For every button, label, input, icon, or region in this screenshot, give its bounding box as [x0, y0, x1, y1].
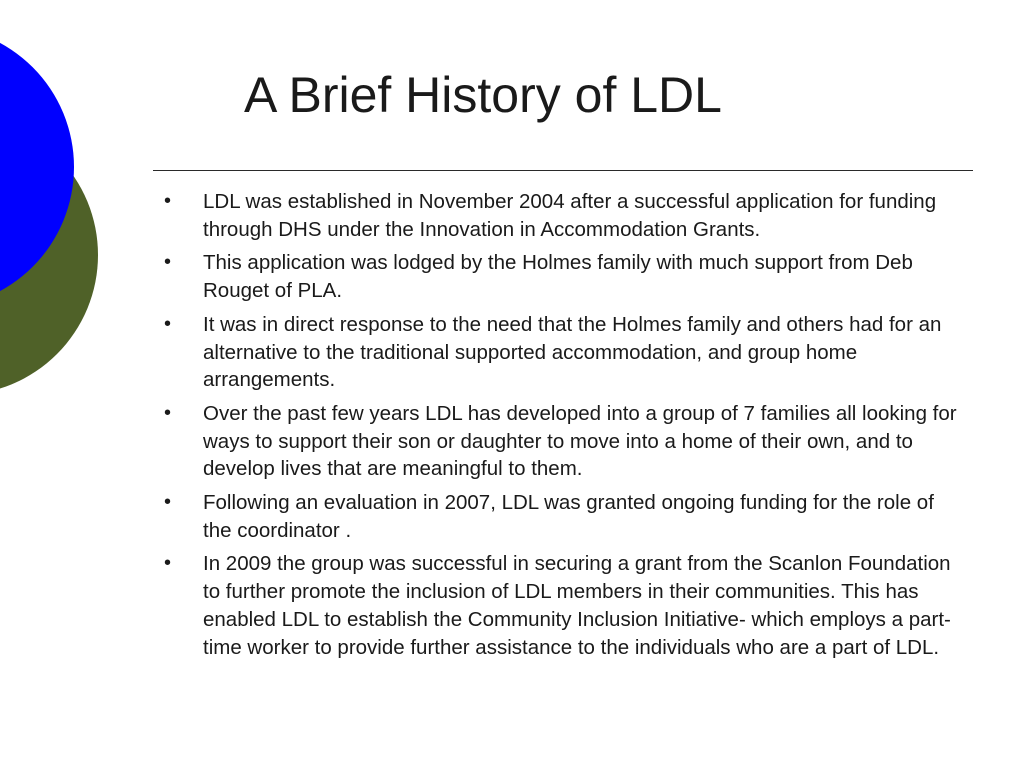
bullet-item — [160, 400, 964, 483]
bullet-icon: • — [164, 401, 172, 424]
bullet-text: In 2009 the group was successful in securing a grant from the Scanlon Foundation to further promote the inclusion of LDL members in their communities. This has enabled LDL to establish the Community Inclusion Initiative- which employs a part-time worker to provide further assistance to the individuals who are a part of LDL. — [203, 552, 951, 659]
bullet-icon: • — [164, 491, 172, 514]
bullet-icon: • — [164, 190, 172, 212]
bullet-text: This application was lodged by the Holmes family with much support from Deb Rouget of PLA. — [203, 251, 913, 303]
bullet-item — [160, 311, 964, 394]
bullet-text: It was in direct response to the need that the Holmes family and others had for an alternative to the traditional supported accommodation, and group home arrangements. — [203, 312, 942, 392]
bullet-text: Following an evaluation in 2007, LDL was granted ongoing funding for the role of the coordinator . — [203, 491, 934, 542]
title-divider — [153, 170, 973, 171]
bullet-item — [160, 489, 964, 544]
bullet-icon: • — [164, 251, 172, 274]
bullet-list — [160, 188, 964, 667]
bullet-icon: • — [164, 552, 172, 575]
bullet-item — [160, 249, 964, 304]
bullet-item — [160, 188, 964, 243]
slide-title: A Brief History of LDL — [244, 67, 722, 123]
bullet-text: LDL was established in November 2004 after a successful application for funding through DHS under the Innovation in Accommodation Grants. — [203, 190, 937, 241]
bullet-icon: • — [164, 312, 172, 335]
bullet-text: Over the past few years LDL has developed into a group of 7 families all looking for ways to support their son or daughter to move into a home of their own, and to develop lives that are meaningful to them. — [203, 401, 957, 481]
bullet-item — [160, 550, 964, 661]
